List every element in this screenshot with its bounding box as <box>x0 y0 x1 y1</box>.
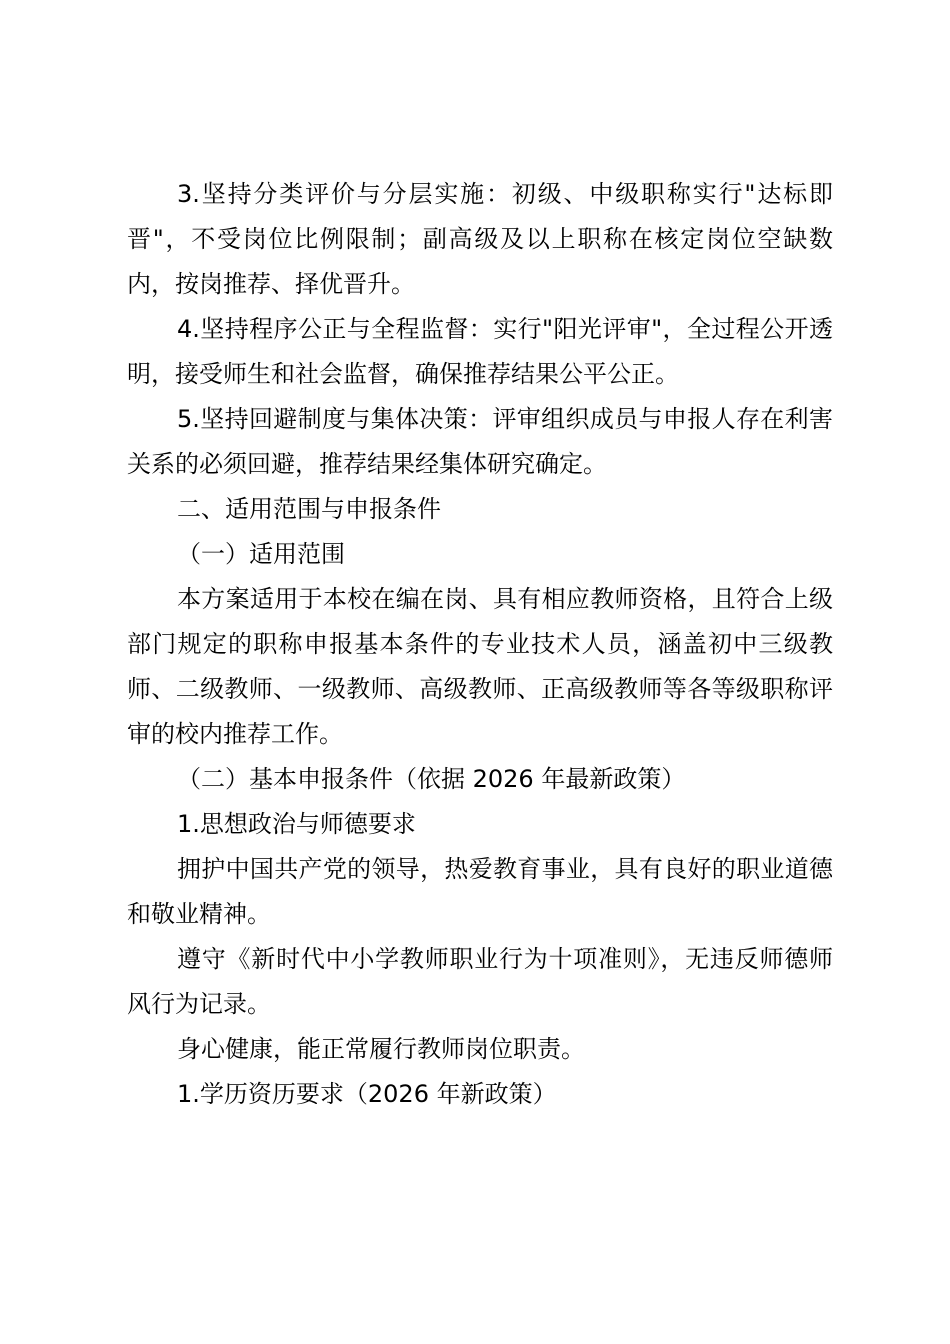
paragraph-ethics-3: 身心健康，能正常履行教师岗位职责。 <box>177 1035 585 1063</box>
section-heading-scope-and-conditions: 二、适用范围与申报条件 <box>177 495 441 523</box>
item-heading-ethics: 1.思想政治与师德要求 <box>177 810 416 838</box>
paragraph-principle-4: 4.坚持程序公正与全程监督：实行"阳光评审"，全过程公开透明，接受师生和社会监督，确保推荐结果公平公正。 <box>127 315 833 388</box>
paragraph-principle-3: 3.坚持分类评价与分层实施：初级、中级职称实行"达标即晋"，不受岗位比例限制；副高级及以上职称在核定岗位空缺数内，按岗推荐、择优晋升。 <box>127 180 833 298</box>
paragraph-scope: 本方案适用于本校在编在岗、具有相应教师资格，且符合上级部门规定的职称申报基本条件的专业技术人员，涵盖初中三级教师、二级教师、一级教师、高级教师、正高级教师等各等级职称评审的校内推荐工作。 <box>127 585 833 748</box>
subsection-heading-scope: （一）适用范围 <box>177 540 345 568</box>
subsection-heading-basic-conditions: （二）基本申报条件（依据 2026 年最新政策） <box>177 765 686 793</box>
paragraph-ethics-1: 拥护中国共产党的领导，热爱教育事业，具有良好的职业道德和敬业精神。 <box>127 855 833 928</box>
document-page <box>127 172 833 1117</box>
paragraph-ethics-2: 遵守《新时代中小学教师职业行为十项准则》，无违反师德师风行为记录。 <box>127 945 833 1018</box>
paragraph-principle-5: 5.坚持回避制度与集体决策：评审组织成员与申报人存在利害关系的必须回避，推荐结果经集体研究确定。 <box>127 405 833 478</box>
item-heading-education: 1.学历资历要求（2026 年新政策） <box>177 1080 557 1108</box>
